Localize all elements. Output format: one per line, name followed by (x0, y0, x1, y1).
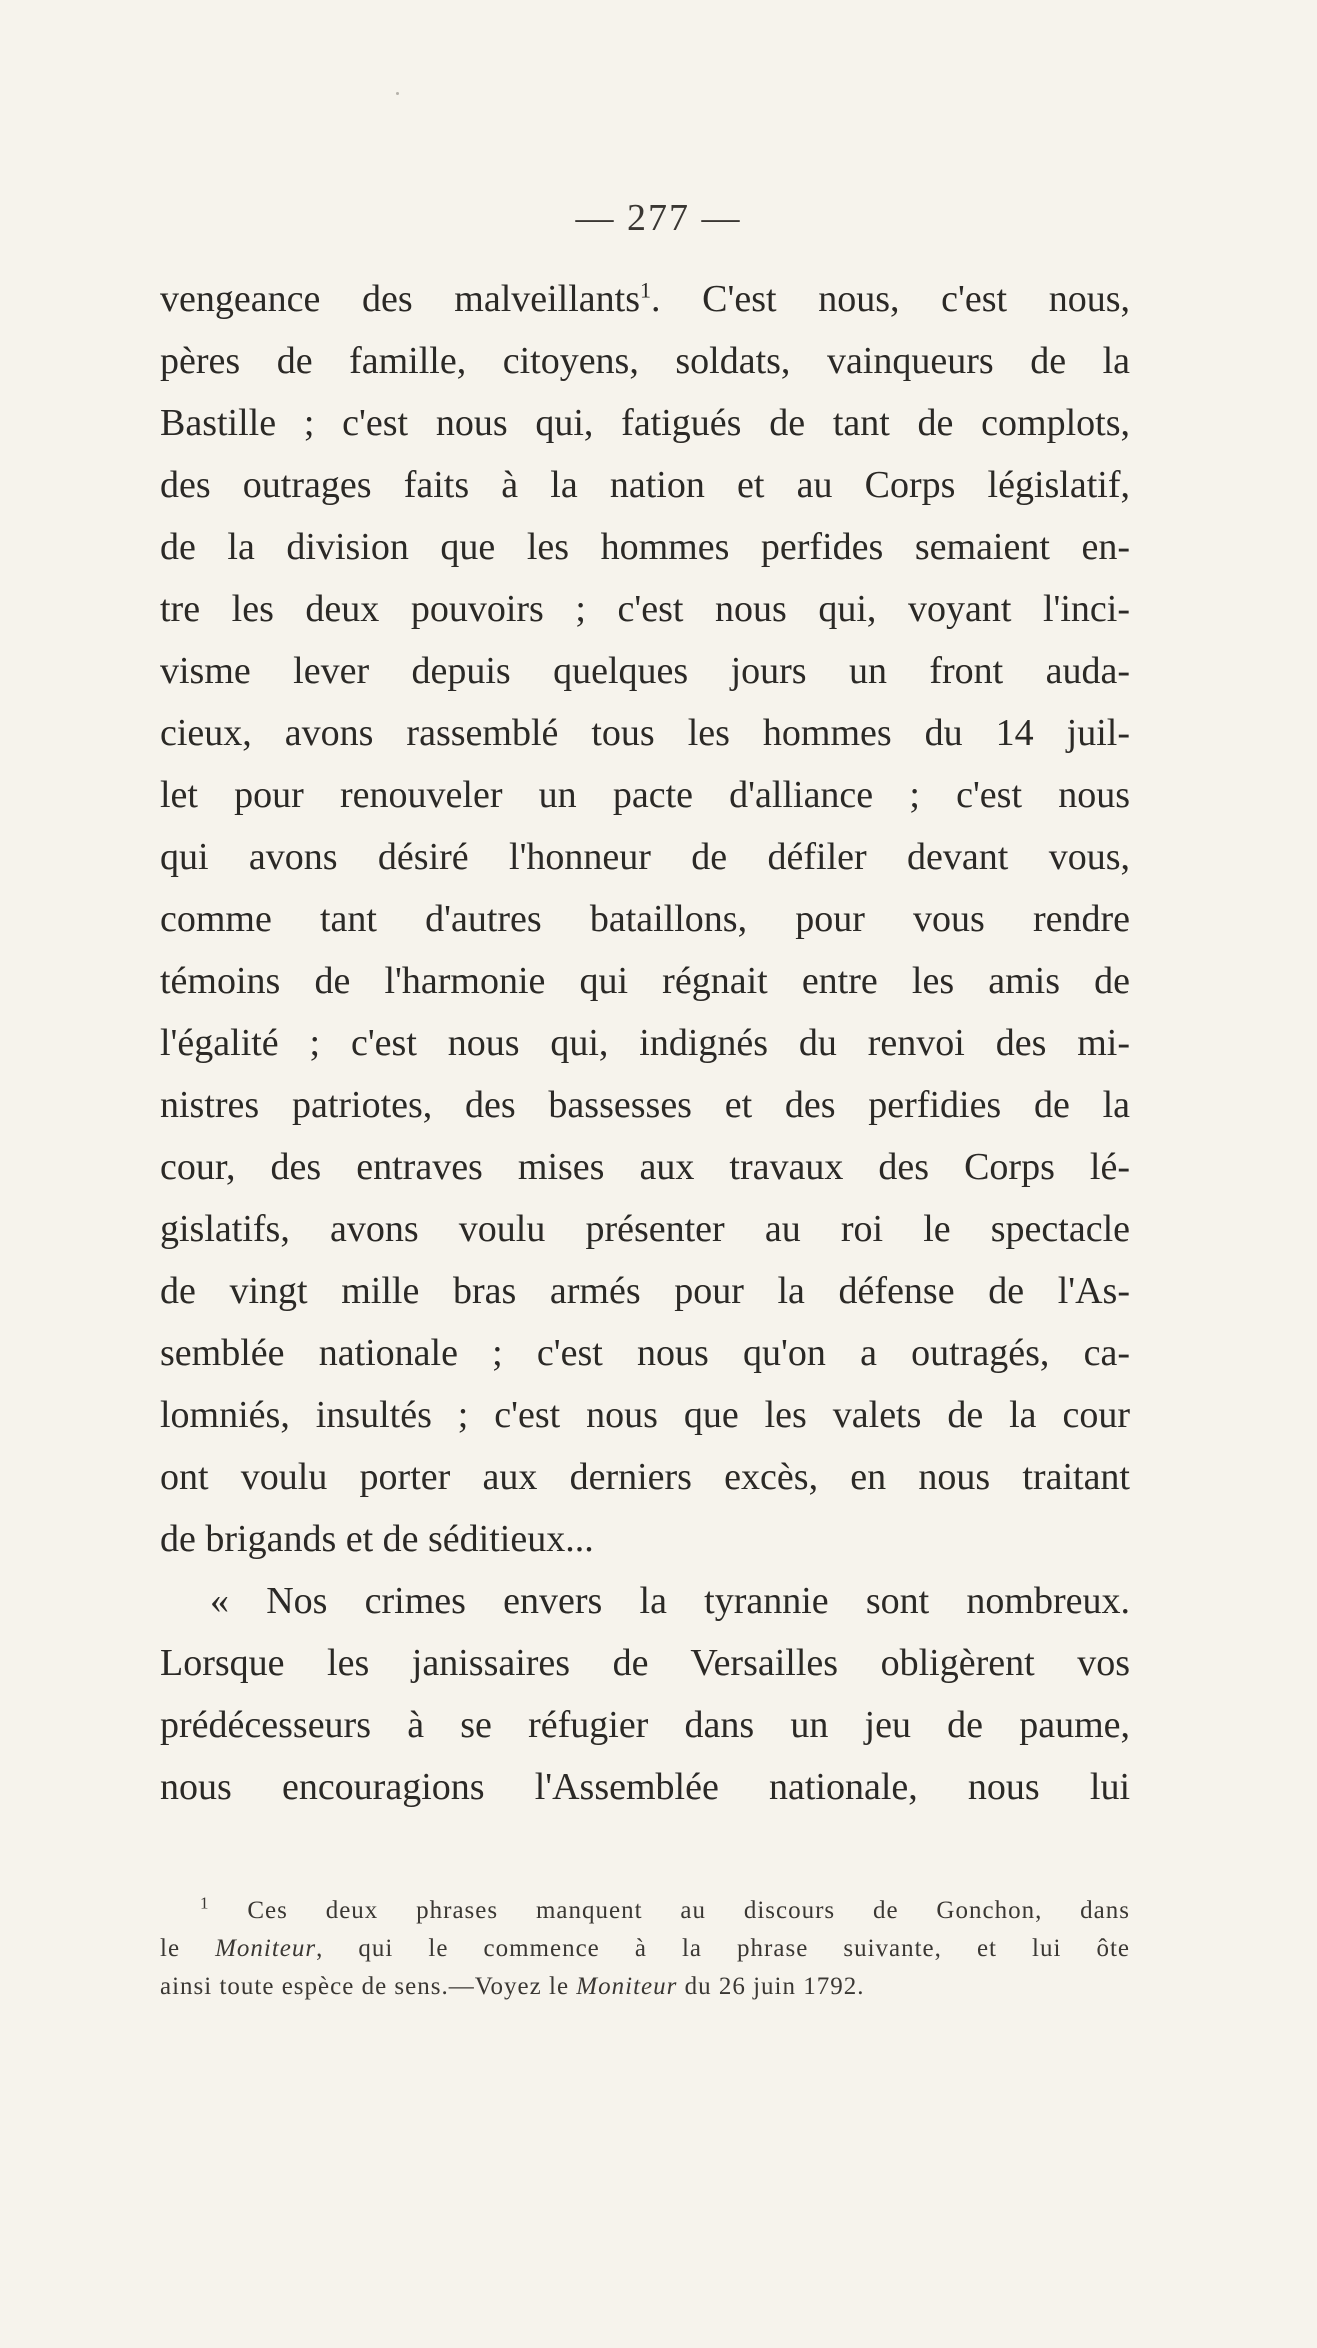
text-line-9: let pour renouveler un pacte d'alliance ; c'est nous (160, 774, 1130, 816)
main-text (160, 268, 1130, 1818)
footnote-line-2-start: le (160, 1935, 181, 1962)
page-number: — 277 — (575, 197, 742, 239)
text-line-3: Bastille ; c'est nous qui, fatigués de tant de complots, (160, 402, 1130, 444)
text-line-1 (160, 268, 1130, 330)
text-line-7: visme lever depuis quelques jours un front auda- (160, 650, 1130, 692)
footnote-line-3 (160, 1968, 1130, 2006)
text-line-19: lomniés, insultés ; c'est nous que les valets de la cour (160, 1394, 1130, 1436)
text-line-4: des outrages faits à la nation et au Corps législatif, (160, 464, 1130, 506)
text-line-25: nous encouragions l'Assemblée nationale, nous lui (160, 1766, 1130, 1808)
text-line-24: prédécesseurs à se réfugier dans un jeu de paume, (160, 1704, 1130, 1746)
footnote-line-3-start: ainsi toute espèce de sens.—Voyez le (160, 1973, 570, 2000)
text-line-14: nistres patriotes, des bassesses et des perfidies de la (160, 1084, 1130, 1126)
footnote (160, 1892, 1130, 2006)
footnote-line-1-text: Ces deux phrases manquent au discours de Gonchon, dans (247, 1897, 1130, 1924)
footnote-moniteur-title-2: Moniteur (576, 1973, 678, 2000)
text-line-11: comme tant d'autres bataillons, pour vous rendre (160, 898, 1130, 940)
text-line-20: ont voulu porter aux derniers excès, en nous traitant (160, 1456, 1130, 1498)
text-line-1-end: . C'est nous, c'est nous, (651, 278, 1131, 320)
text-line-12: témoins de l'harmonie qui régnait entre les amis de (160, 960, 1130, 1002)
footnote-line-2 (160, 1930, 1130, 1968)
text-line-21: de brigands et de séditieux... (160, 1518, 594, 1560)
text-line-18: semblée nationale ; c'est nous qu'on a outragés, ca- (160, 1332, 1130, 1374)
footnote-line-2-end: , qui le commence à la phrase suivante, et lui ôte (316, 1935, 1131, 1962)
text-line-23: Lorsque les janissaires de Versailles obligèrent vos (160, 1642, 1130, 1684)
text-line-6: tre les deux pouvoirs ; c'est nous qui, voyant l'inci- (160, 588, 1130, 630)
footnote-line-1 (160, 1892, 1130, 1930)
text-line-22: « Nos crimes envers la tyrannie sont nombreux. (210, 1580, 1130, 1622)
footnote-reference: 1 (640, 277, 652, 303)
paper-speck (396, 92, 399, 95)
text-line-8: cieux, avons rassemblé tous les hommes du 14 juil- (160, 712, 1130, 754)
footnote-marker: 1 (200, 1893, 210, 1913)
text-line-1-start: vengeance des malveillants (160, 278, 641, 320)
text-line-15: cour, des entraves mises aux travaux des Corps lé- (160, 1146, 1130, 1188)
text-line-16: gislatifs, avons voulu présenter au roi le spectacle (160, 1208, 1130, 1250)
text-line-17: de vingt mille bras armés pour la défense de l'As- (160, 1270, 1130, 1312)
text-line-2: pères de famille, citoyens, soldats, vainqueurs de la (160, 340, 1130, 382)
text-line-5: de la division que les hommes perfides semaient en- (160, 526, 1130, 568)
text-line-10: qui avons désiré l'honneur de défiler devant vous, (160, 836, 1130, 878)
footnote-line-3-end: du 26 juin 1792. (684, 1973, 865, 2000)
footnote-moniteur-title: Moniteur (215, 1935, 317, 1962)
text-line-13: l'égalité ; c'est nous qui, indignés du renvoi des mi- (160, 1022, 1130, 1064)
